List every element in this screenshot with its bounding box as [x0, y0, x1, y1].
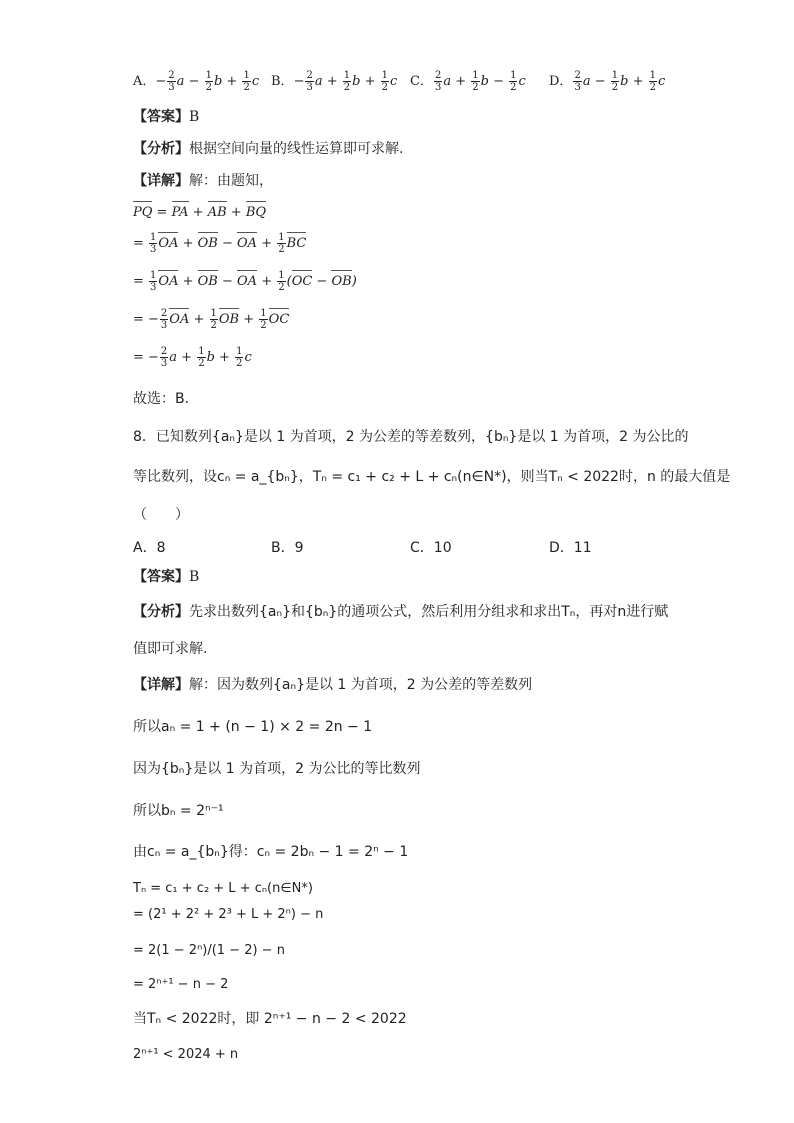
q7-step-5: = − $\frac{2}{3}$ a + $\frac{1}{2}$ b + $\frac{1}{2}$ c: [133, 346, 252, 369]
q8-sum-step-3: = 2(1 − 2ⁿ)/(1 − 2) − n: [133, 943, 285, 958]
q7-detail-intro: 【详解】解：由题知，: [133, 173, 273, 189]
q8-sum-step-4: = 2ⁿ⁺¹ − n − 2: [133, 977, 229, 992]
q8-analysis-line-2: 值即可求解.: [133, 641, 208, 657]
q8-option-d: D．11: [549, 540, 592, 556]
q8-answer: 【答案】B: [133, 569, 200, 585]
q8-option-b: B．9: [271, 540, 304, 556]
q8-detail-line-2: 所以aₙ = 1 + (n − 1) × 2 = 2n − 1: [133, 719, 373, 735]
q8-detail-line-6: 当Tₙ < 2022时，即 2ⁿ⁺¹ − n − 2 < 2022: [133, 1011, 407, 1027]
q7-step-3: = $\frac{1}{3}$ OA + OB − OA + $\frac{1}{2}$ (OC − OB): [133, 270, 357, 293]
q8-stem-line-3: （ ）: [133, 507, 189, 523]
q7-step-2: = $\frac{1}{3}$ OA + OB − OA + $\frac{1}{2}$ BC: [133, 232, 307, 255]
q8-detail-line-3: 因为{bₙ}是以 1 为首项，2 为公比的等比数列: [133, 761, 421, 777]
q8-sum-step-1: Tₙ = c₁ + c₂ + L + cₙ(n∈N*): [133, 881, 313, 896]
q8-option-a: A．8: [133, 540, 166, 556]
q7-analysis: 【分析】根据空间向量的线性运算即可求解.: [133, 141, 404, 157]
q8-stem-line-2: 等比数列，设cₙ = a_{bₙ}，Tₙ = c₁ + c₂ + L + cₙ(n∈N*)，则当Tₙ < 2022时，n 的最大值是: [133, 469, 731, 485]
q7-choose: 故选：B.: [133, 391, 190, 407]
q8-detail-line-5: 由cₙ = a_{bₙ}得：cₙ = 2bₙ − 1 = 2ⁿ − 1: [133, 844, 409, 860]
q7-option-d: D． $\frac{2}{3}$ a − $\frac{1}{2}$ b + $\frac{1}{2}$ c: [549, 70, 666, 93]
q7-step-1: PQ = PA + AB + BQ: [133, 205, 267, 220]
q7-option-c: C． $\frac{2}{3}$ a + $\frac{1}{2}$ b − $\frac{1}{2}$ c: [410, 70, 526, 93]
q7-option-a: A．− $\frac{2}{3}$ a − $\frac{1}{2}$ b + $\frac{1}{2}$ c: [133, 70, 260, 93]
q8-sum-step-2: = (2¹ + 2² + 2³ + L + 2ⁿ) − n: [133, 907, 324, 922]
q8-option-c: C．10: [410, 540, 452, 556]
q7-step-4: = − $\frac{2}{3}$ OA + $\frac{1}{2}$ OB + $\frac{1}{2}$ OC: [133, 308, 290, 331]
q8-detail-line-7: 2ⁿ⁺¹ < 2024 + n: [133, 1047, 239, 1062]
q8-detail-line-4: 所以bₙ = 2ⁿ⁻¹: [133, 803, 224, 819]
q8-detail-line-1: 【详解】解：因为数列{aₙ}是以 1 为首项，2 为公差的等差数列: [133, 677, 533, 693]
q7-answer: 【答案】B: [133, 109, 200, 125]
q7-option-b: B．− $\frac{2}{3}$ a + $\frac{1}{2}$ b + $\frac{1}{2}$ c: [271, 70, 398, 93]
q8-analysis-line-1: 【分析】先求出数列{aₙ}和{bₙ}的通项公式，然后利用分组求和求出Tₙ，再对n进行赋: [133, 604, 669, 620]
q8-stem-line-1: 8．已知数列{aₙ}是以 1 为首项，2 为公差的等差数列，{bₙ}是以 1 为首项，2 为公比的: [133, 429, 689, 445]
